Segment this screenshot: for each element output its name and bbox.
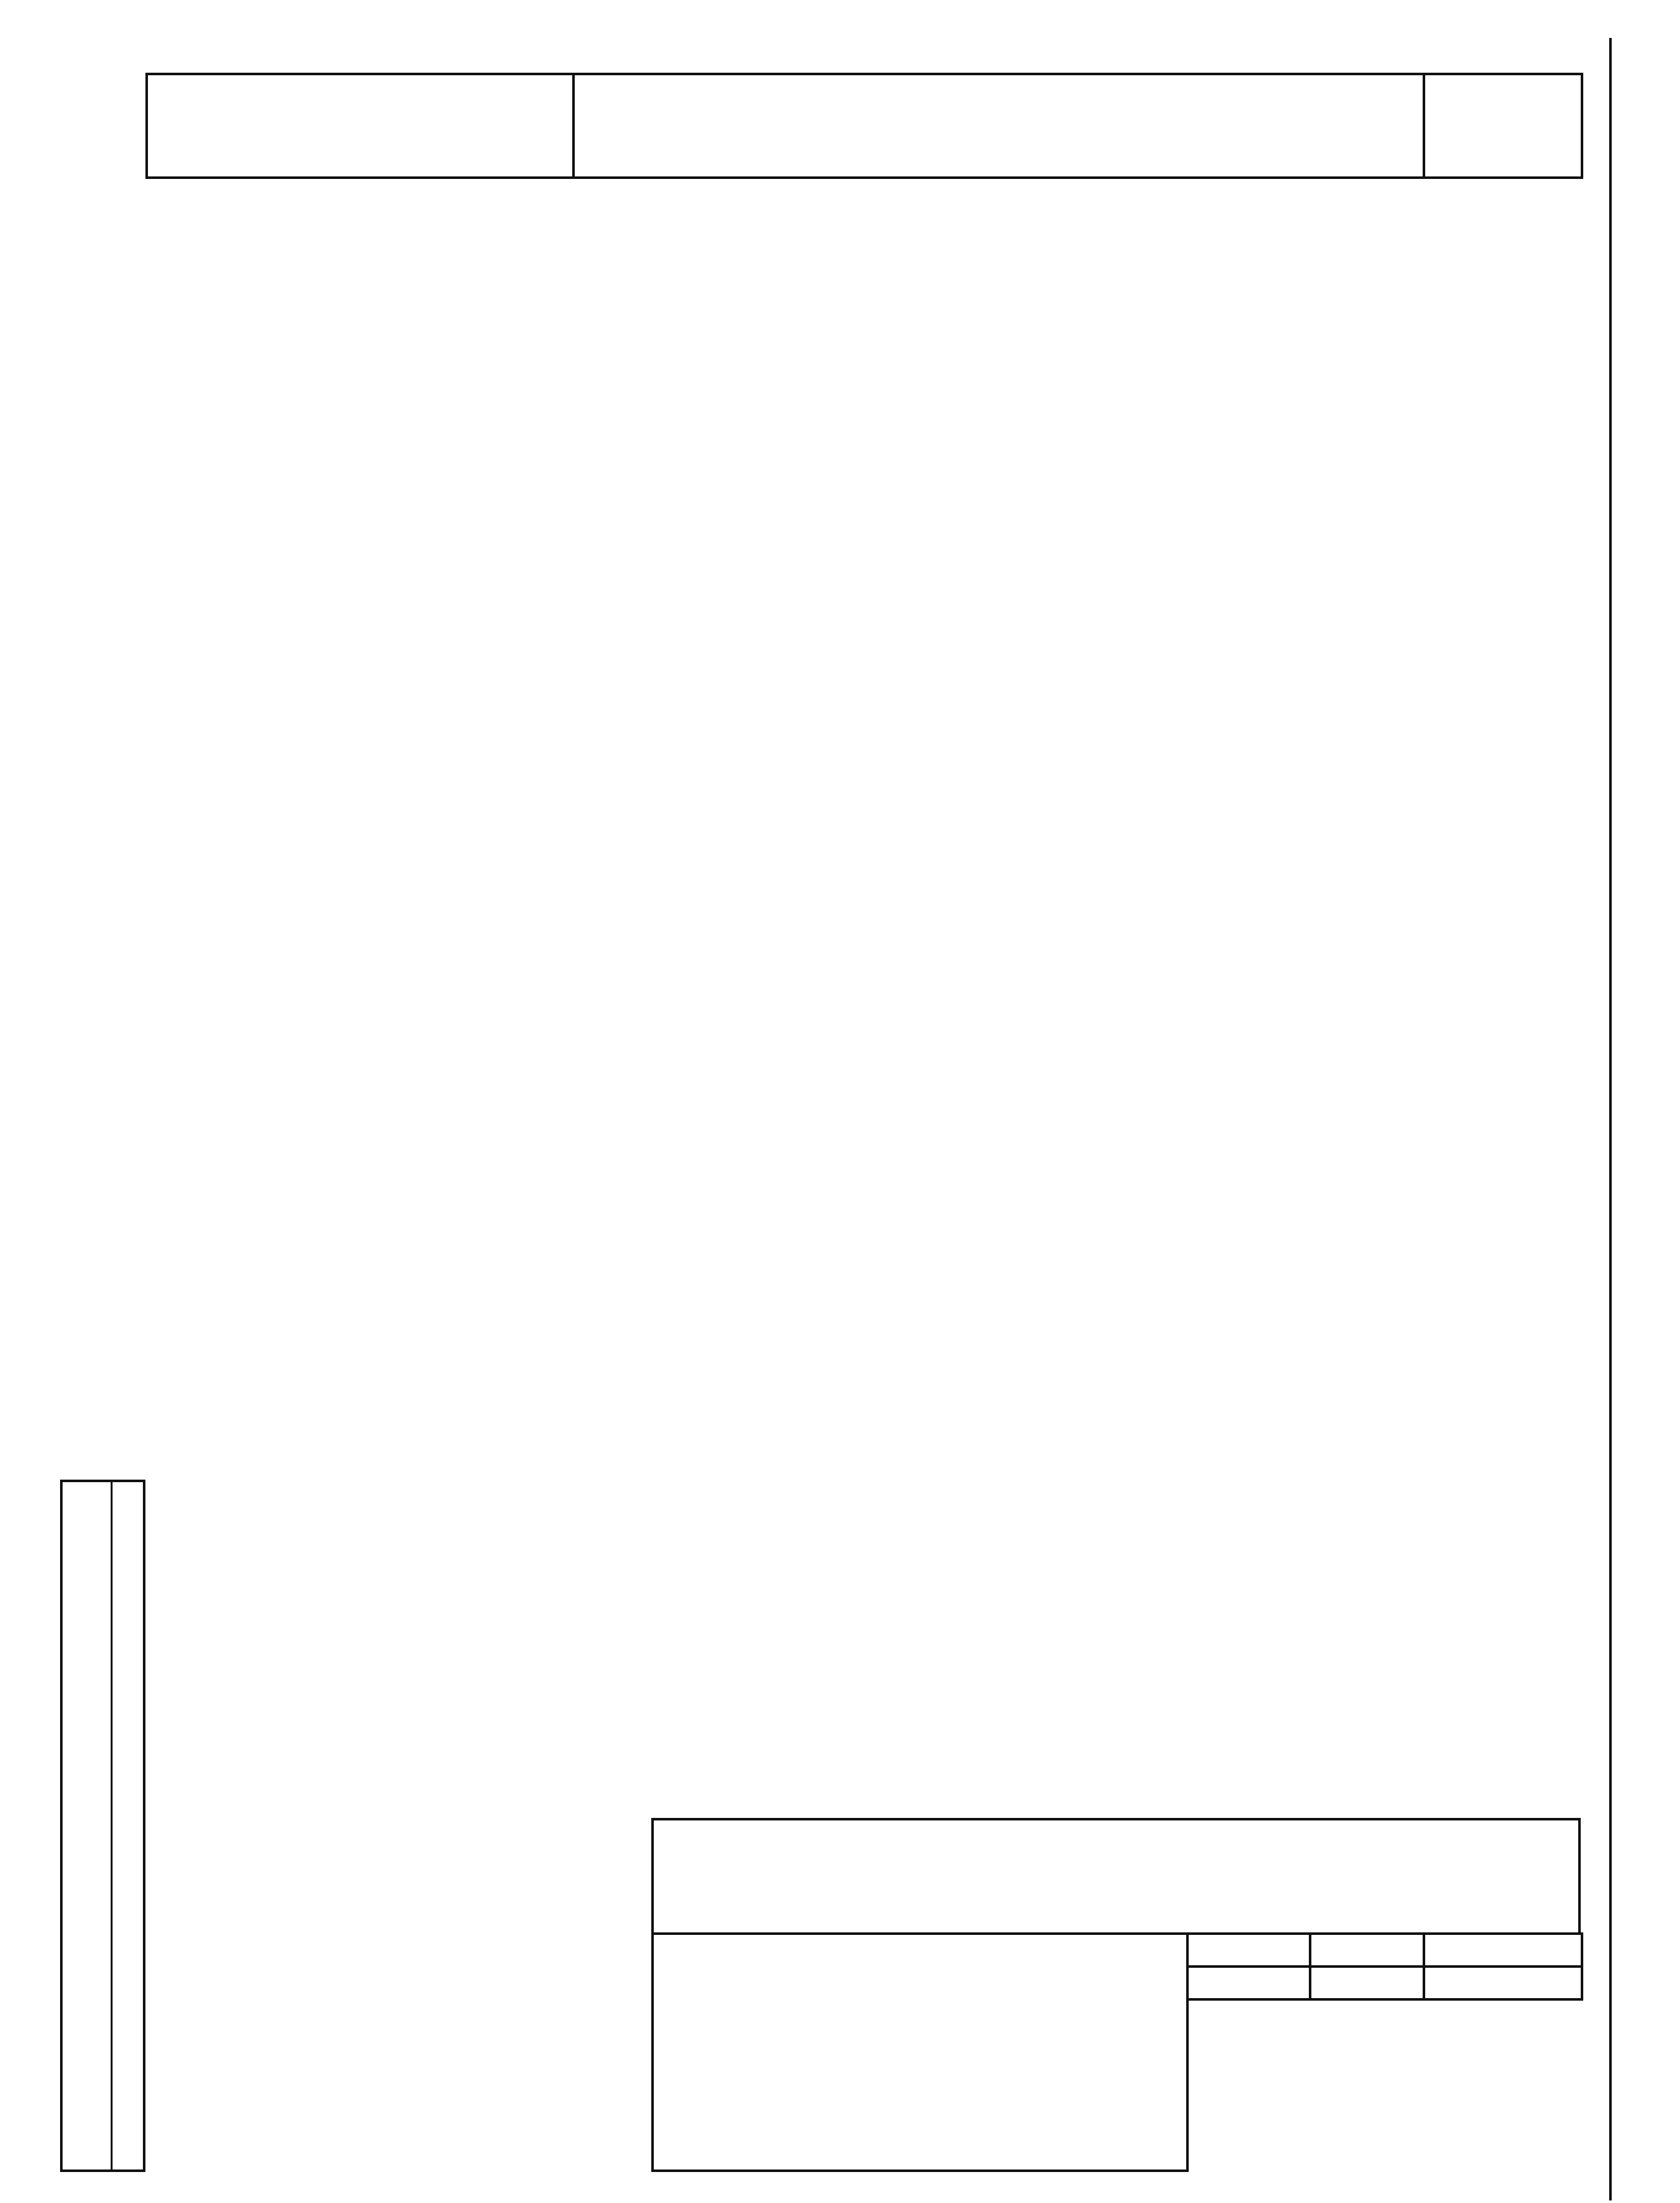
header-name	[573, 74, 1424, 178]
stage-value	[1187, 1967, 1310, 1999]
header-designation	[147, 74, 573, 178]
sheet-header	[1310, 1934, 1424, 1967]
left-margin-strip	[60, 1480, 145, 2172]
header-page	[1424, 74, 1582, 178]
document-code	[651, 1818, 1581, 1935]
document-title	[651, 1932, 1189, 2172]
stage-header	[1187, 1934, 1310, 1967]
table-header-row	[147, 74, 1582, 178]
sheets-header	[1424, 1934, 1582, 1967]
organization-name	[1186, 1998, 1581, 2080]
left-margin-divider	[111, 1480, 113, 2172]
sheet-value	[1310, 1967, 1424, 1999]
contents-table	[145, 73, 1583, 179]
stage-table	[1186, 1932, 1583, 2001]
sheets-value	[1424, 1967, 1582, 1999]
frame-border-right	[1609, 38, 1612, 2200]
